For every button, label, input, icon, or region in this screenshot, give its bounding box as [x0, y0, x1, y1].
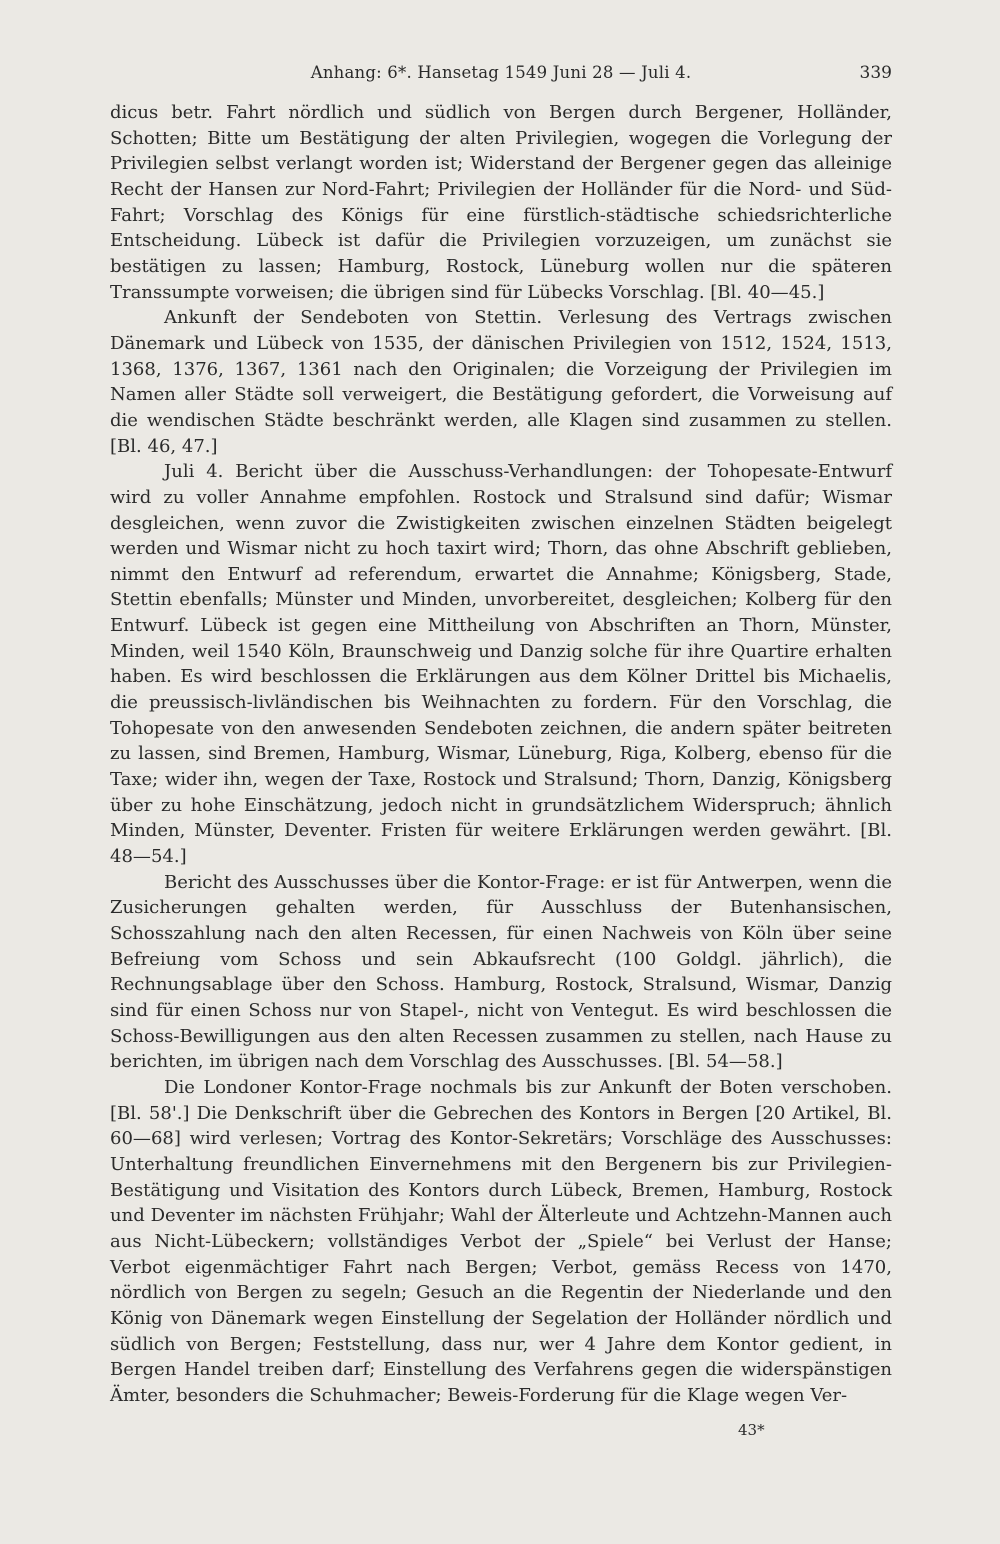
signature-mark: 43* [738, 1421, 765, 1439]
paragraph-3: Juli 4. Bericht über die Ausschuss-Verhandlungen: der Tohopesate-Entwurf wird zu voller Annahme empfohlen. Rostock und Stralsund sind dafür; Wismar desgleichen, wenn zuvor die Zwistigkeiten zwischen einzelnen Städten beigelegt werden und Wismar nicht zu hoch taxirt wird; Thorn, das ohne Abschrift geblieben, nimmt den Entwurf ad referendum, erwartet die Annahme; Königsberg, Stade, Stettin ebenfalls; Münster und Minden, unvorbereitet, desgleichen; Kolberg für den Entwurf. Lübeck ist gegen eine Mittheilung von Abschriften an Thorn, Münster, Minden, weil 1540 Köln, Braunschweig und Danzig solche für ihre Quartire erhalten haben. Es wird beschlossen die Erklärungen aus dem Kölner Drittel bis Michaelis, die preussisch-livländischen bis Weihnachten zu fordern. Für den Vorschlag, die Tohopesate von den anwesenden Sendeboten zeichnen, die andern später beitreten zu lassen, sind Bremen, Hamburg, Wismar, Lüneburg, Riga, Kolberg, ebenso für die Taxe; wider ihn, wegen der Taxe, Rostock und Stralsund; Thorn, Danzig, Königsberg über zu hohe Einschätzung, jedoch nicht in grundsätzlichem Widerspruch; ähnlich Minden, Münster, Deventer. Fristen für weitere Erklärungen werden gewährt. [Bl. 48—54.] [110, 461, 892, 868]
paragraph-1: dicus betr. Fahrt nördlich und südlich von Bergen durch Bergener, Holländer, Schotten; Bitte um Bestätigung der alten Privilegien, wogegen die Vorlegung der Privilegien selbst verlangt worden ist; Widerstand der Bergener gegen das alleinige Recht der Hansen zur Nord-Fahrt; Privilegien der Holländer für die Nord- und Süd-Fahrt; Vorschlag des Königs für eine fürstlich-städtische schiedsrichterliche Entscheidung. Lübeck ist dafür die Privilegien vorzuzeigen, um zunächst sie bestätigen zu lassen; Hamburg, Rostock, Lüneburg wollen nur die späteren Transsumpte vorweisen; die übrigen sind für Lübecks Vorschlag. [Bl. 40—45.] [110, 102, 892, 303]
paragraph-2: Ankunft der Sendeboten von Stettin. Verlesung des Vertrags zwischen Dänemark und Lübeck von 1535, der dänischen Privilegien von 1512, 1524, 1513, 1368, 1376, 1367, 1361 nach den Originalen; die Vorzeigung der Privilegien im Namen aller Städte soll verweigert, die Bestätigung gefordert, die Vorweisung auf die wendischen Städte beschränkt werden, alle Klagen sind zusammen zu stellen. [Bl. 46, 47.] [110, 307, 892, 457]
running-head [110, 60, 892, 86]
page-number: 339 [859, 63, 892, 83]
paragraph-5: Die Londoner Kontor-Frage nochmals bis zur Ankunft der Boten verschoben. [Bl. 58'.] Die Denkschrift über die Gebrechen des Kontors in Bergen [20 Artikel, Bl. 60—68] wird verlesen; Vortrag des Kontor-Sekretärs; Vorschläge des Ausschusses: Unterhaltung freundlichen Einvernehmens mit den Bergenern bis zur Privilegien-Bestätigung und Visitation des Kontors durch Lübeck, Bremen, Hamburg, Rostock und Deventer im nächsten Frühjahr; Wahl der Älterleute und Achtzehn-Mannen auch aus Nicht-Lübeckern; vollständiges Verbot der „Spiele“ bei Verlust der Hanse; Verbot eigenmächtiger Fahrt nach Bergen; Verbot, gemäss Recess von 1470, nördlich von Bergen zu segeln; Gesuch an die Regentin der Niederlande und den König von Dänemark wegen Einstellung der Segelation der Holländer nördlich und südlich von Bergen; Feststellung, dass nur, wer 4 Jahre dem Kontor gedient, in Bergen Handel treiben darf; Einstellung des Verfahrens gegen die widerspänstigen Ämter, besonders die Schuhmacher; Beweis-Forderung für die Klage wegen Ver- [110, 1076, 892, 1406]
paragraph-4: Bericht des Ausschusses über die Kontor-Frage: er ist für Antwerpen, wenn die Zusicherungen gehalten werden, für Ausschluss der Butenhansischen, Schosszahlung nach den alten Recessen, für einen Nachweis von Köln über seine Befreiung vom Schoss und sein Abkaufsrecht (100 Goldgl. jährlich), die Rechnungsablage über den Schoss. Hamburg, Rostock, Stralsund, Wismar, Danzig sind für einen Schoss nur von Stapel-, nicht von Ventegut. Es wird beschlossen die Schoss-Bewilligungen aus den alten Recessen zusammen zu stellen, nach Hause zu berichten, im übrigen nach dem Vorschlag des Ausschusses. [Bl. 54—58.] [110, 871, 892, 1073]
running-title: Anhang: 6*. Hansetag 1549 Juni 28 — Juli 4. [310, 63, 692, 82]
body-text [110, 100, 892, 1408]
